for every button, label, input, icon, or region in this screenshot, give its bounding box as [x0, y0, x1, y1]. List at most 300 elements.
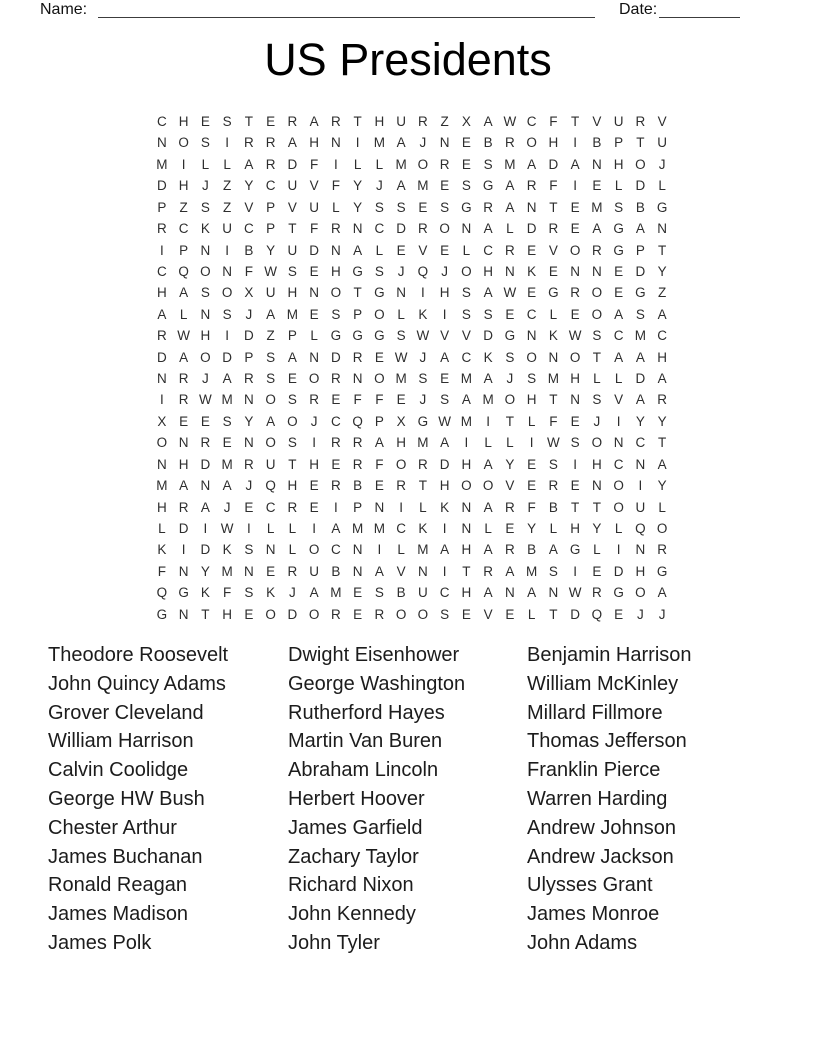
grid-letter: H — [157, 499, 167, 515]
grid-letter: L — [419, 499, 427, 515]
grid-letter: N — [200, 478, 211, 494]
grid-letter: W — [199, 392, 212, 408]
grid-letter: E — [527, 285, 537, 301]
grid-letter: L — [614, 521, 623, 537]
grid-letter: N — [570, 263, 580, 279]
grid-letter: D — [200, 542, 211, 558]
grid-letter: V — [418, 242, 428, 258]
grid-letter: R — [592, 242, 602, 258]
word-list-item: Dwight Eisenhower — [288, 644, 460, 666]
grid-letter: F — [527, 499, 536, 515]
grid-letter: A — [483, 221, 493, 237]
grid-letter: E — [353, 606, 363, 622]
grid-letter: I — [377, 542, 382, 558]
grid-letter: H — [461, 542, 472, 558]
grid-letter: E — [592, 563, 602, 579]
grid-letter: T — [505, 413, 514, 429]
grid-letter: N — [526, 199, 537, 215]
grid-letter: C — [526, 114, 537, 129]
grid-letter: P — [353, 306, 363, 322]
grid-letter: H — [287, 478, 298, 494]
grid-letter: Y — [657, 478, 667, 494]
grid-letter: N — [352, 563, 363, 579]
grid-letter: E — [396, 392, 406, 408]
grid-letter: N — [309, 285, 319, 301]
grid-letter: N — [635, 542, 646, 558]
grid-letter: M — [504, 156, 516, 172]
grid-letter: A — [179, 349, 189, 365]
grid-letter: D — [635, 263, 646, 279]
grid-letter: R — [331, 606, 341, 622]
grid-letter: T — [462, 563, 471, 579]
grid-letter: J — [310, 413, 318, 429]
grid-letter: N — [548, 349, 559, 365]
grid-letter: R — [592, 585, 602, 601]
grid-letter: L — [527, 413, 536, 429]
grid-letter: X — [244, 285, 254, 301]
grid-letter: W — [568, 328, 582, 344]
grid-letter: P — [157, 199, 167, 215]
word-list-item: Benjamin Harrison — [527, 644, 692, 666]
grid-letter: L — [158, 521, 166, 537]
grid-letter: W — [394, 349, 408, 365]
grid-letter: F — [331, 178, 340, 194]
grid-letter: S — [505, 349, 515, 365]
grid-letter: G — [569, 542, 581, 558]
grid-letter: F — [223, 585, 232, 601]
grid-letter: Y — [266, 242, 276, 258]
grid-letter: J — [506, 371, 514, 387]
grid-letter: L — [549, 306, 558, 322]
grid-letter: V — [309, 178, 319, 194]
grid-letter: B — [527, 542, 537, 558]
word-search-grid — [151, 111, 673, 625]
grid-letter: S — [266, 371, 276, 387]
word-list-item: Chester Arthur — [48, 816, 177, 839]
grid-letter: Q — [178, 263, 189, 279]
grid-letter: G — [178, 585, 189, 601]
grid-letter: H — [309, 456, 319, 472]
grid-letter: O — [308, 606, 320, 622]
grid-letter: L — [506, 435, 514, 451]
grid-letter: R — [352, 349, 363, 365]
grid-letter: R — [505, 242, 515, 258]
grid-letter: C — [265, 178, 276, 194]
word-list-item: John Kennedy — [288, 903, 416, 926]
grid-letter: O — [461, 478, 472, 494]
grid-letter: U — [265, 456, 276, 472]
grid-letter: V — [505, 478, 515, 494]
grid-letter: A — [527, 156, 537, 172]
grid-letter: D — [635, 371, 646, 387]
grid-letter: S — [396, 199, 406, 215]
grid-letter: G — [374, 328, 385, 344]
grid-letter: R — [178, 392, 189, 408]
grid-letter: L — [397, 542, 405, 558]
grid-letter: N — [157, 371, 167, 387]
grid-letter: S — [548, 456, 558, 472]
grid-letter: S — [287, 392, 297, 408]
grid-letter: O — [613, 478, 624, 494]
grid-letter: R — [483, 563, 493, 579]
grid-letter: I — [203, 521, 208, 537]
grid-letter: S — [461, 306, 471, 322]
grid-letter: M — [221, 563, 233, 579]
grid-letter: N — [526, 328, 537, 344]
grid-letter: O — [461, 263, 472, 279]
grid-letter: C — [244, 221, 254, 237]
grid-letter: C — [461, 349, 472, 365]
grid-letter: H — [309, 135, 319, 151]
grid-letter: Q — [352, 413, 363, 429]
grid-letter: A — [592, 221, 602, 237]
grid-letter: R — [505, 542, 515, 558]
grid-letter: T — [549, 392, 558, 408]
grid-letter: N — [178, 606, 189, 622]
grid-letter: U — [396, 114, 406, 129]
grid-letter: V — [396, 563, 406, 579]
grid-letter: O — [417, 606, 429, 622]
grid-letter: I — [399, 499, 403, 515]
grid-letter: L — [375, 242, 384, 258]
grid-letter: A — [157, 306, 167, 322]
grid-letter: D — [439, 456, 450, 472]
grid-letter: D — [309, 242, 319, 258]
grid-letter: H — [570, 371, 580, 387]
grid-letter: C — [657, 328, 667, 344]
grid-letter: C — [265, 499, 276, 515]
grid-letter: N — [178, 563, 189, 579]
grid-letter: K — [418, 306, 428, 322]
grid-letter: E — [266, 114, 276, 129]
grid-letter: W — [438, 413, 451, 429]
grid-letter: A — [374, 563, 384, 579]
grid-letter: A — [440, 542, 450, 558]
grid-letter: O — [308, 371, 320, 387]
grid-letter: M — [286, 306, 298, 322]
grid-letter: T — [244, 114, 253, 129]
grid-letter: R — [635, 114, 646, 129]
grid-letter: E — [548, 263, 558, 279]
grid-letter: R — [287, 499, 298, 515]
grid-letter: A — [635, 221, 645, 237]
grid-letter: N — [396, 285, 406, 301]
grid-letter: K — [200, 221, 210, 237]
grid-letter: X — [396, 413, 406, 429]
grid-letter: S — [396, 328, 406, 344]
word-list-item: Franklin Pierce — [527, 759, 661, 782]
grid-letter: S — [374, 263, 384, 279]
grid-letter: M — [460, 413, 472, 429]
grid-letter: J — [419, 392, 427, 408]
grid-letter: A — [505, 178, 515, 194]
grid-letter: E — [309, 306, 319, 322]
grid-letter: S — [287, 435, 297, 451]
grid-letter: O — [526, 349, 537, 365]
grid-letter: I — [312, 435, 316, 451]
grid-letter: N — [331, 135, 341, 151]
grid-letter: R — [418, 456, 428, 472]
grid-letter: T — [288, 456, 297, 472]
grid-letter: N — [613, 435, 624, 451]
grid-letter: Y — [635, 413, 645, 429]
grid-letter: O — [591, 435, 603, 451]
date-label: Date: — [619, 1, 658, 18]
grid-letter: A — [614, 306, 624, 322]
grid-letter: N — [374, 499, 385, 515]
grid-letter: C — [526, 306, 537, 322]
grid-letter: H — [331, 263, 341, 279]
grid-letter: E — [200, 114, 210, 129]
grid-letter: H — [592, 456, 602, 472]
grid-letter: E — [461, 135, 471, 151]
grid-letter: E — [222, 435, 232, 451]
grid-letter: O — [504, 392, 516, 408]
grid-letter: M — [417, 178, 429, 194]
grid-letter: T — [592, 499, 601, 515]
grid-letter: L — [484, 521, 492, 537]
grid-letter: D — [222, 349, 232, 365]
grid-letter: I — [638, 478, 643, 494]
grid-letter: F — [310, 156, 319, 172]
grid-letter: H — [439, 285, 450, 301]
grid-letter: H — [461, 456, 472, 472]
grid-letter: R — [526, 178, 537, 194]
grid-letter: P — [635, 242, 645, 258]
grid-letter: I — [159, 242, 164, 258]
grid-letter: W — [220, 521, 234, 537]
word-list-item: Ulysses Grant — [527, 874, 653, 897]
grid-letter: C — [613, 328, 624, 344]
grid-letter: O — [526, 135, 537, 151]
grid-letter: D — [613, 563, 624, 579]
grid-letter: D — [244, 328, 254, 344]
grid-letter: L — [549, 521, 558, 537]
grid-letter: R — [309, 392, 319, 408]
grid-letter: D — [287, 156, 298, 172]
grid-letter: L — [288, 521, 297, 537]
grid-letter: E — [440, 178, 450, 194]
grid-letter: R — [244, 371, 254, 387]
grid-letter: O — [439, 221, 450, 237]
grid-letter: N — [352, 371, 363, 387]
grid-letter: V — [461, 328, 471, 344]
grid-letter: S — [440, 199, 450, 215]
grid-letter: I — [333, 156, 338, 172]
grid-letter: E — [244, 606, 254, 622]
grid-letter: L — [658, 178, 666, 194]
grid-letter: D — [570, 606, 580, 622]
grid-letter: A — [179, 478, 189, 494]
grid-letter: D — [200, 456, 211, 472]
grid-letter: N — [439, 135, 450, 151]
grid-letter: K — [440, 499, 450, 515]
grid-letter: L — [201, 156, 210, 172]
grid-letter: R — [331, 435, 341, 451]
grid-letter: H — [483, 263, 493, 279]
grid-letter: K — [157, 542, 167, 558]
grid-letter: U — [657, 135, 667, 151]
grid-letter: G — [330, 328, 342, 344]
grid-letter: A — [483, 285, 493, 301]
grid-letter: J — [441, 263, 448, 279]
word-list-item: Abraham Lincoln — [288, 759, 439, 782]
grid-letter: W — [177, 328, 190, 344]
grid-letter: Z — [658, 285, 667, 301]
grid-letter: S — [244, 585, 254, 601]
grid-letter: N — [548, 585, 559, 601]
grid-letter: H — [439, 478, 450, 494]
grid-letter: H — [657, 349, 667, 365]
grid-letter: V — [592, 114, 602, 129]
grid-letter: N — [244, 392, 254, 408]
grid-letter: L — [353, 156, 362, 172]
grid-letter: Z — [179, 199, 188, 215]
grid-letter: M — [482, 392, 494, 408]
grid-letter: M — [591, 199, 603, 215]
grid-letter: A — [374, 435, 384, 451]
grid-letter: N — [592, 156, 602, 172]
grid-letter: S — [374, 585, 384, 601]
grid-letter: H — [157, 285, 167, 301]
grid-letter: O — [308, 542, 320, 558]
grid-letter: A — [635, 392, 645, 408]
word-list-item: Thomas Jefferson — [527, 730, 687, 753]
grid-letter: E — [309, 478, 319, 494]
grid-letter: U — [222, 221, 232, 237]
grid-letter: P — [614, 135, 624, 151]
grid-letter: A — [483, 542, 493, 558]
grid-letter: L — [658, 499, 666, 515]
grid-letter: N — [352, 221, 363, 237]
grid-letter: O — [635, 585, 646, 601]
word-list-item: Richard Nixon — [288, 874, 414, 897]
word-list-item: James Madison — [48, 903, 189, 926]
grid-letter: D — [287, 606, 298, 622]
grid-letter: N — [418, 563, 428, 579]
grid-letter: K — [418, 521, 428, 537]
grid-letter: I — [573, 563, 577, 579]
grid-letter: O — [613, 499, 624, 515]
grid-letter: E — [505, 306, 515, 322]
grid-letter: N — [505, 263, 515, 279]
grid-letter: P — [287, 328, 297, 344]
grid-letter: J — [419, 135, 427, 151]
grid-letter: X — [157, 413, 167, 429]
grid-letter: J — [245, 478, 253, 494]
grid-letter: M — [634, 328, 646, 344]
grid-letter: A — [287, 349, 297, 365]
grid-letter: E — [309, 263, 319, 279]
grid-letter: R — [418, 221, 428, 237]
grid-letter: S — [461, 285, 471, 301]
grid-letter: L — [375, 156, 384, 172]
grid-letter: E — [353, 585, 363, 601]
grid-letter: O — [200, 263, 211, 279]
grid-letter: M — [156, 156, 168, 172]
grid-letter: A — [200, 499, 210, 515]
grid-letter: N — [461, 499, 472, 515]
grid-letter: E — [440, 371, 450, 387]
grid-letter: A — [222, 478, 232, 494]
grid-letter: D — [526, 221, 537, 237]
grid-letter: G — [548, 285, 559, 301]
grid-letter: O — [221, 285, 233, 301]
grid-letter: G — [482, 178, 494, 194]
grid-letter: D — [331, 349, 341, 365]
grid-letter: P — [244, 349, 254, 365]
grid-letter: I — [464, 435, 469, 451]
grid-letter: F — [549, 114, 558, 129]
grid-letter: C — [157, 263, 167, 279]
grid-letter: E — [570, 221, 580, 237]
grid-letter: M — [221, 456, 233, 472]
grid-letter: N — [157, 135, 167, 151]
grid-letter: E — [331, 392, 341, 408]
grid-letter: S — [548, 563, 558, 579]
grid-letter: E — [570, 413, 580, 429]
word-list-column — [288, 641, 465, 958]
grid-letter: R — [287, 114, 298, 129]
grid-letter: D — [396, 221, 406, 237]
word-list-item: Theodore Roosevelt — [48, 644, 229, 666]
grid-letter: T — [201, 606, 210, 622]
grid-letter: E — [287, 371, 297, 387]
grid-letter: N — [657, 221, 667, 237]
grid-letter: A — [353, 242, 363, 258]
grid-letter: J — [202, 178, 209, 194]
word-list-item: George HW Bush — [48, 787, 205, 810]
grid-letter: S — [440, 606, 450, 622]
grid-letter: Y — [244, 178, 254, 194]
grid-letter: G — [374, 285, 385, 301]
grid-letter: T — [658, 435, 667, 451]
grid-letter: D — [483, 328, 493, 344]
grid-letter: O — [374, 306, 385, 322]
grid-letter: Y — [657, 413, 667, 429]
grid-letter: Y — [505, 456, 515, 472]
grid-letter: G — [656, 563, 668, 579]
grid-letter: V — [614, 392, 624, 408]
grid-letter: D — [548, 156, 559, 172]
grid-letter: O — [287, 413, 298, 429]
grid-letter: E — [374, 478, 384, 494]
grid-letter: C — [483, 242, 493, 258]
grid-letter: A — [266, 413, 276, 429]
grid-letter: S — [331, 306, 341, 322]
grid-letter: M — [395, 156, 407, 172]
grid-letter: M — [156, 478, 168, 494]
grid-letter: A — [657, 371, 667, 387]
word-list-item: Zachary Taylor — [288, 845, 419, 868]
grid-letter: N — [461, 521, 472, 537]
grid-letter: L — [614, 178, 623, 194]
grid-letter: I — [181, 542, 186, 558]
grid-letter: B — [635, 199, 645, 215]
grid-letter: M — [221, 392, 233, 408]
page-title: US Presidents — [264, 34, 552, 85]
grid-letter: O — [417, 156, 429, 172]
grid-letter: T — [658, 242, 667, 258]
grid-letter: Y — [200, 563, 210, 579]
grid-letter: G — [613, 585, 624, 601]
grid-letter: P — [266, 199, 276, 215]
grid-letter: A — [266, 306, 276, 322]
grid-letter: M — [547, 371, 559, 387]
grid-letter: A — [483, 585, 493, 601]
grid-letter: O — [395, 606, 407, 622]
grid-letter: R — [331, 371, 341, 387]
